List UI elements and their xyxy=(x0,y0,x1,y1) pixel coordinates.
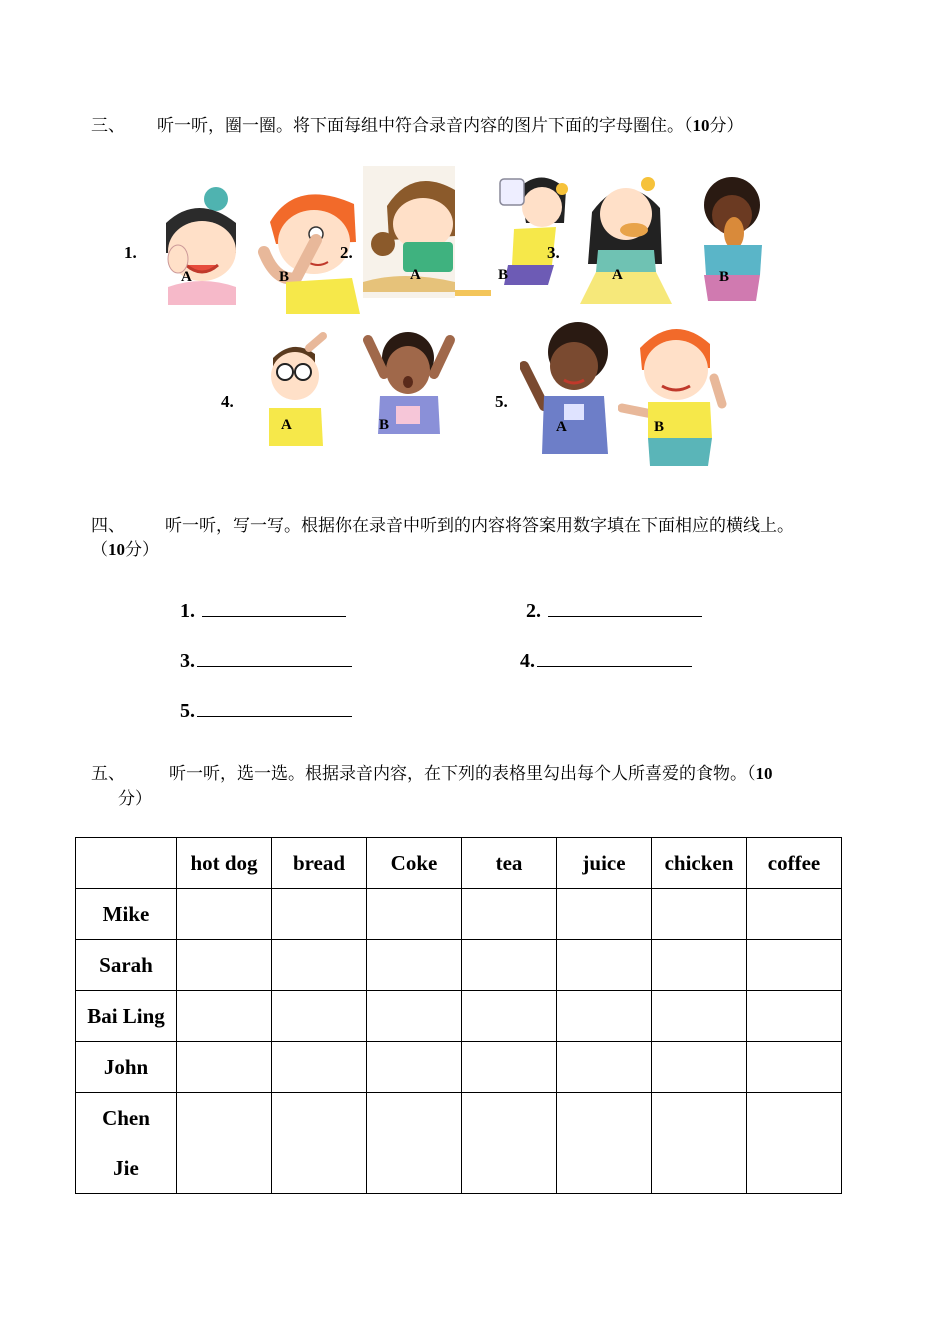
letter-5b: B xyxy=(654,419,665,435)
check-cell[interactable] xyxy=(272,940,367,991)
section-3-points-unit: 分） xyxy=(709,116,744,136)
letter-2a: A xyxy=(410,267,421,283)
question-3-number: 3. xyxy=(547,243,560,262)
check-cell[interactable] xyxy=(272,1042,367,1093)
check-cell[interactable] xyxy=(652,940,747,991)
table-row-chen-jie xyxy=(76,1093,842,1194)
table-row-mike xyxy=(76,889,842,940)
answer-blank-1[interactable] xyxy=(180,598,346,623)
letter-3b: B xyxy=(719,269,730,285)
check-cell[interactable] xyxy=(367,940,462,991)
picture-1a-girl-laughing xyxy=(138,183,240,305)
section-5-instruction: 听一听，选一选。根据录音内容，在下列的表格里勾出每个人所喜爱的食物。（ xyxy=(169,764,756,784)
answer-blank-5[interactable] xyxy=(180,698,352,723)
check-cell[interactable] xyxy=(557,1093,652,1194)
check-cell[interactable] xyxy=(462,1042,557,1093)
check-cell[interactable] xyxy=(747,940,842,991)
check-cell[interactable] xyxy=(177,1042,272,1093)
column-header-tea: tea xyxy=(462,838,557,889)
answer-line-1[interactable] xyxy=(202,598,346,617)
check-cell[interactable] xyxy=(272,991,367,1042)
question-2-number: 2. xyxy=(340,243,353,262)
answer-line-5[interactable] xyxy=(197,698,352,717)
check-cell[interactable] xyxy=(272,1093,367,1194)
table-row-bai-ling xyxy=(76,991,842,1042)
check-cell[interactable] xyxy=(747,1042,842,1093)
row-header-mike: Mike xyxy=(76,889,177,940)
question-4-number: 4. xyxy=(221,392,234,411)
check-cell[interactable] xyxy=(367,889,462,940)
check-cell[interactable] xyxy=(177,991,272,1042)
check-cell[interactable] xyxy=(272,889,367,940)
row-header-chen-jie-line1: Chen xyxy=(102,1106,150,1130)
answer-blank-5-number: 5. xyxy=(180,700,195,722)
check-cell[interactable] xyxy=(177,889,272,940)
column-header-coke: Coke xyxy=(367,838,462,889)
picture-4b-boy-ears xyxy=(358,330,460,434)
question-1-number: 1. xyxy=(124,243,137,262)
check-cell[interactable] xyxy=(747,1093,842,1194)
check-cell[interactable] xyxy=(652,1042,747,1093)
check-cell[interactable] xyxy=(367,1042,462,1093)
row-header-chen-jie-line2: Jie xyxy=(113,1156,139,1180)
check-cell[interactable] xyxy=(462,991,557,1042)
letter-2b: B xyxy=(498,267,509,283)
question-5-number: 5. xyxy=(495,392,508,411)
letter-1a: A xyxy=(181,269,192,285)
section-4-title-line2 xyxy=(91,538,159,562)
table-corner-cell xyxy=(76,838,177,889)
check-cell[interactable] xyxy=(462,1093,557,1194)
letter-5a: A xyxy=(556,419,567,435)
answer-blank-2-number: 2. xyxy=(526,600,541,622)
food-preference-table xyxy=(75,837,842,1194)
check-cell[interactable] xyxy=(177,1093,272,1194)
table-row-sarah xyxy=(76,940,842,991)
answer-blank-3-number: 3. xyxy=(180,650,195,672)
section-3-instruction: 听一听，圈一圈。将下面每组中符合录音内容的图片下面的字母圈住。（ xyxy=(157,116,693,136)
row-header-bai-ling: Bai Ling xyxy=(76,991,177,1042)
check-cell[interactable] xyxy=(367,991,462,1042)
column-header-chicken: chicken xyxy=(652,838,747,889)
answer-line-2[interactable] xyxy=(548,598,702,617)
section-4-open-paren: （ xyxy=(91,540,108,560)
check-cell[interactable] xyxy=(652,889,747,940)
answer-blank-4-number: 4. xyxy=(520,650,535,672)
answer-blank-1-number: 1. xyxy=(180,600,195,622)
answer-line-3[interactable] xyxy=(197,648,352,667)
answer-blank-2[interactable] xyxy=(526,598,702,623)
section-5-points: 10 xyxy=(755,764,773,783)
section-4-points-unit: 分） xyxy=(125,540,159,560)
letter-4a: A xyxy=(281,417,292,433)
picture-5b-boy-pointing xyxy=(618,318,730,468)
check-cell[interactable] xyxy=(557,1042,652,1093)
row-header-john: John xyxy=(76,1042,177,1093)
check-cell[interactable] xyxy=(747,889,842,940)
section-5-number: 五、 xyxy=(91,764,125,784)
picture-2a-girl-cooking xyxy=(363,166,491,298)
picture-3a-girl-eating xyxy=(578,172,674,306)
section-4-points: 10 xyxy=(108,540,125,559)
check-cell[interactable] xyxy=(747,991,842,1042)
picture-4a-boy-glasses xyxy=(259,328,331,448)
section-5-title xyxy=(91,762,773,786)
section-4-title xyxy=(91,514,881,538)
section-4-number: 四、 xyxy=(91,516,125,536)
check-cell[interactable] xyxy=(462,889,557,940)
check-cell[interactable] xyxy=(652,1093,747,1194)
row-header-chen-jie xyxy=(76,1093,177,1194)
picture-3b-girl-eating-bread xyxy=(690,175,776,307)
answer-line-4[interactable] xyxy=(537,648,692,667)
check-cell[interactable] xyxy=(367,1093,462,1194)
column-header-juice: juice xyxy=(557,838,652,889)
table-row-john xyxy=(76,1042,842,1093)
letter-3a: A xyxy=(612,267,623,283)
column-header-bread: bread xyxy=(272,838,367,889)
answer-blank-3[interactable] xyxy=(180,648,352,673)
letter-4b: B xyxy=(379,417,390,433)
section-3-number: 三、 xyxy=(91,116,125,136)
column-header-coffee: coffee xyxy=(747,838,842,889)
answer-blank-4[interactable] xyxy=(520,648,692,673)
check-cell[interactable] xyxy=(557,991,652,1042)
table-header-row xyxy=(76,838,842,889)
check-cell[interactable] xyxy=(557,940,652,991)
column-header-hot-dog: hot dog xyxy=(177,838,272,889)
check-cell[interactable] xyxy=(177,940,272,991)
row-header-sarah: Sarah xyxy=(76,940,177,991)
letter-1b: B xyxy=(279,269,290,285)
check-cell[interactable] xyxy=(462,940,557,991)
check-cell[interactable] xyxy=(557,889,652,940)
section-3-points: 10 xyxy=(692,116,710,135)
section-4-instruction: 听一听，写一写。根据你在录音中听到的内容将答案用数字填在下面相应的横线上。 xyxy=(165,516,794,536)
section-5-points-unit: 分） xyxy=(118,789,152,809)
section-5-title-line2 xyxy=(118,787,152,811)
section-3-title xyxy=(91,114,744,138)
check-cell[interactable] xyxy=(652,991,747,1042)
